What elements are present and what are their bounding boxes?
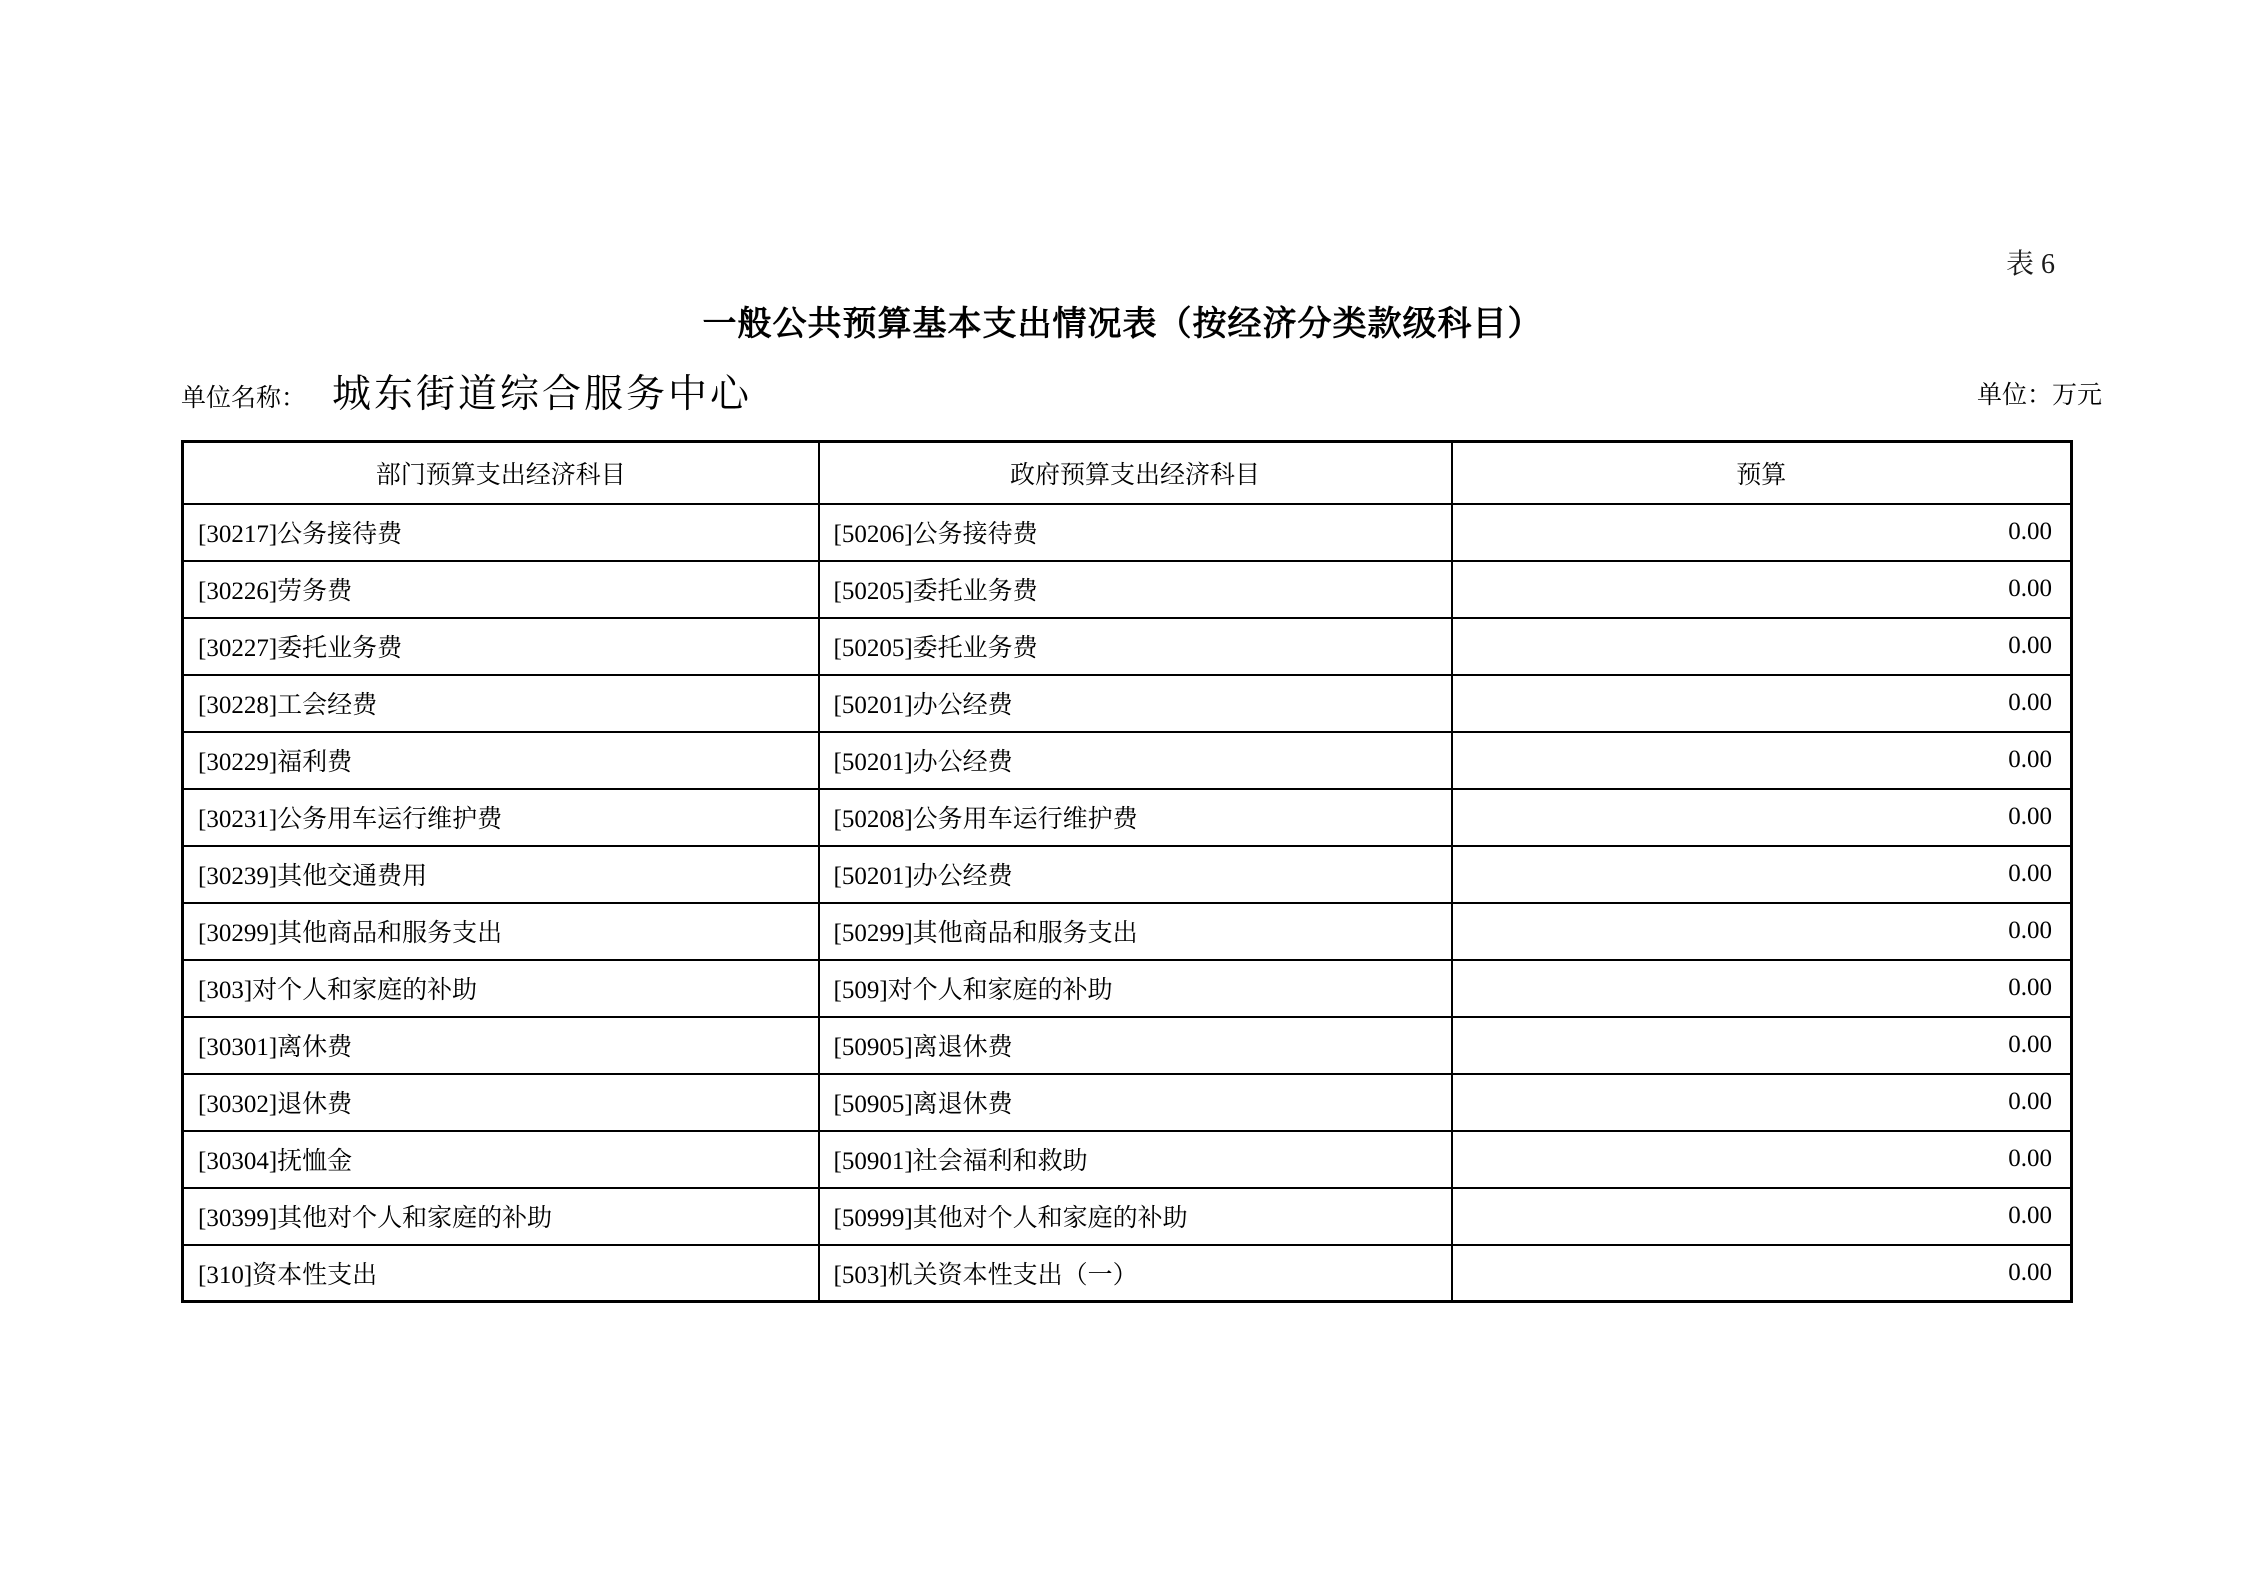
dept-subject-cell: [30227]委托业务费: [183, 618, 819, 675]
gov-subject-cell: [50205]委托业务费: [819, 618, 1452, 675]
gov-subject-cell: [50201]办公经费: [819, 846, 1452, 903]
gov-subject-cell: [50905]离退休费: [819, 1017, 1452, 1074]
unit-name-value: 城东街道综合服务中心: [332, 373, 753, 416]
dept-subject-cell: [30231]公务用车运行维护费: [183, 789, 819, 846]
unit-info-row: [181, 368, 2102, 420]
gov-subject-cell: [509]对个人和家庭的补助: [819, 960, 1452, 1017]
table-row: [183, 1074, 2072, 1131]
budget-value-cell: 0.00: [1452, 846, 2072, 903]
table-row: [183, 1131, 2072, 1188]
dept-subject-cell: [30226]劳务费: [183, 561, 819, 618]
dept-subject-cell: [30299]其他商品和服务支出: [183, 903, 819, 960]
gov-subject-cell: [50905]离退休费: [819, 1074, 1452, 1131]
budget-value-cell: 0.00: [1452, 1074, 2072, 1131]
header-gov-subject: 政府预算支出经济科目: [819, 442, 1452, 504]
gov-subject-cell: [50201]办公经费: [819, 732, 1452, 789]
budget-value-cell: 0.00: [1452, 561, 2072, 618]
page-title: 一般公共预算基本支出情况表（按经济分类款级科目）: [702, 305, 1543, 343]
budget-table: [181, 440, 2073, 1303]
table-row: [183, 1188, 2072, 1245]
table-row: [183, 561, 2072, 618]
table-row: [183, 618, 2072, 675]
table-row: [183, 903, 2072, 960]
table-row: [183, 960, 2072, 1017]
dept-subject-cell: [310]资本性支出: [183, 1245, 819, 1302]
budget-value-cell: 0.00: [1452, 504, 2072, 561]
table-row: [183, 504, 2072, 561]
gov-subject-cell: [50999]其他对个人和家庭的补助: [819, 1188, 1452, 1245]
budget-table-body: [183, 504, 2072, 1302]
gov-subject-cell: [50205]委托业务费: [819, 561, 1452, 618]
budget-value-cell: 0.00: [1452, 960, 2072, 1017]
sheet-number-label: 表 6: [2005, 249, 2055, 280]
gov-subject-cell: [503]机关资本性支出（一）: [819, 1245, 1452, 1302]
gov-subject-cell: [50901]社会福利和救助: [819, 1131, 1452, 1188]
budget-value-cell: 0.00: [1452, 903, 2072, 960]
gov-subject-cell: [50208]公务用车运行维护费: [819, 789, 1452, 846]
dept-subject-cell: [30229]福利费: [183, 732, 819, 789]
dept-subject-cell: [30304]抚恤金: [183, 1131, 819, 1188]
unit-name-group: [181, 372, 752, 418]
budget-value-cell: 0.00: [1452, 732, 2072, 789]
dept-subject-cell: [303]对个人和家庭的补助: [183, 960, 819, 1017]
dept-subject-cell: [30239]其他交通费用: [183, 846, 819, 903]
unit-measure-label: 单位：万元: [1976, 382, 2102, 409]
header-dept-subject: 部门预算支出经济科目: [183, 442, 819, 504]
gov-subject-cell: [50201]办公经费: [819, 675, 1452, 732]
budget-table-header: [183, 442, 2072, 504]
dept-subject-cell: [30217]公务接待费: [183, 504, 819, 561]
budget-value-cell: 0.00: [1452, 618, 2072, 675]
gov-subject-cell: [50206]公务接待费: [819, 504, 1452, 561]
table-row: [183, 732, 2072, 789]
dept-subject-cell: [30301]离休费: [183, 1017, 819, 1074]
budget-value-cell: 0.00: [1452, 1017, 2072, 1074]
budget-value-cell: 0.00: [1452, 1245, 2072, 1302]
table-row: [183, 675, 2072, 732]
table-row: [183, 846, 2072, 903]
table-row: [183, 1245, 2072, 1302]
header-budget: 预算: [1452, 442, 2072, 504]
dept-subject-cell: [30399]其他对个人和家庭的补助: [183, 1188, 819, 1245]
budget-value-cell: 0.00: [1452, 1188, 2072, 1245]
budget-value-cell: 0.00: [1452, 1131, 2072, 1188]
table-row: [183, 789, 2072, 846]
unit-name-label: 单位名称：: [181, 385, 307, 412]
table-row: [183, 1017, 2072, 1074]
header-row: [183, 442, 2072, 504]
dept-subject-cell: [30228]工会经费: [183, 675, 819, 732]
dept-subject-cell: [30302]退休费: [183, 1074, 819, 1131]
gov-subject-cell: [50299]其他商品和服务支出: [819, 903, 1452, 960]
budget-value-cell: 0.00: [1452, 675, 2072, 732]
budget-value-cell: 0.00: [1452, 789, 2072, 846]
